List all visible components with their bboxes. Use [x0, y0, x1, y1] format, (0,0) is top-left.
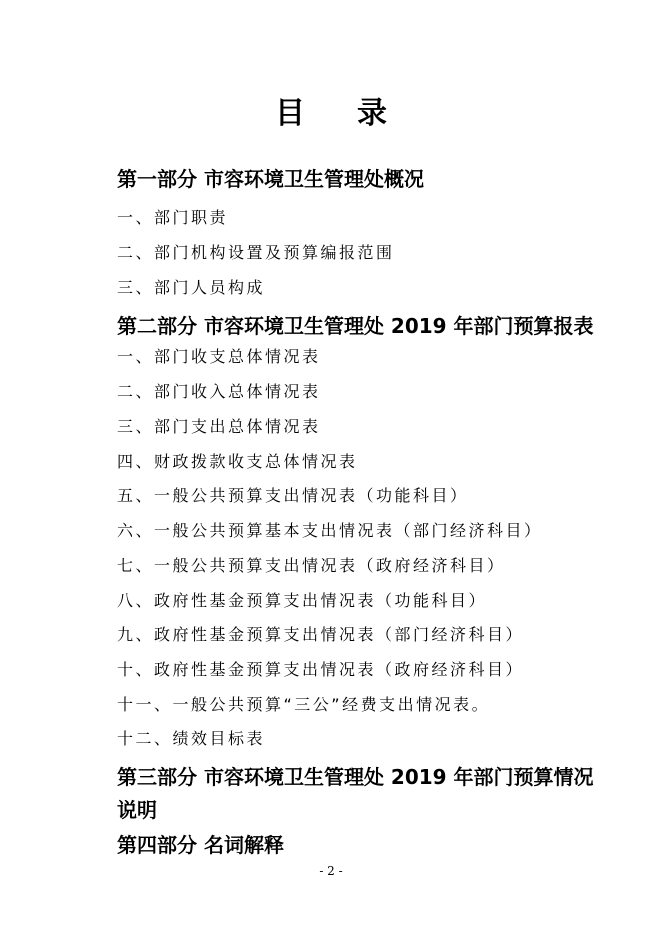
toc-part-4: 第四部分 名词解释	[117, 833, 284, 857]
toc-item: 九、政府性基金预算支出情况表（部门经济科目）	[117, 625, 525, 644]
page-title	[0, 88, 662, 132]
toc-item: 七、一般公共预算支出情况表（政府经济科目）	[117, 556, 506, 575]
toc-item: 二、部门机构设置及预算编报范围	[117, 243, 395, 262]
toc-item: 三、部门人员构成	[117, 278, 266, 297]
toc-part-1: 第一部分 市容环境卫生管理处概况	[117, 167, 424, 191]
title-char-right: 录	[357, 96, 387, 131]
toc-item: 五、一般公共预算支出情况表（功能科目）	[117, 486, 469, 505]
toc-item: 八、政府性基金预算支出情况表（功能科目）	[117, 591, 488, 610]
title-char-left: 目	[275, 96, 305, 131]
toc-item: 一、部门收支总体情况表	[117, 347, 321, 366]
page-number: - 2 -	[319, 864, 343, 878]
toc-part-3: 第三部分 市容环境卫生管理处 2019 年部门预算情况	[117, 765, 594, 789]
toc-item: 六、一般公共预算基本支出情况表（部门经济科目）	[117, 521, 543, 540]
toc-item: 十一、一般公共预算“三公”经费支出情况表。	[117, 695, 491, 714]
toc-part-3-continued: 说明	[117, 798, 157, 822]
toc-item: 一、部门职责	[117, 208, 229, 227]
toc-item: 十二、绩效目标表	[117, 729, 266, 748]
toc-item: 十、政府性基金预算支出情况表（政府经济科目）	[117, 660, 525, 679]
toc-part-2: 第二部分 市容环境卫生管理处 2019 年部门预算报表	[117, 314, 594, 338]
toc-item: 四、财政拨款收支总体情况表	[117, 452, 358, 471]
toc-item: 三、部门支出总体情况表	[117, 417, 321, 436]
toc-item: 二、部门收入总体情况表	[117, 382, 321, 401]
